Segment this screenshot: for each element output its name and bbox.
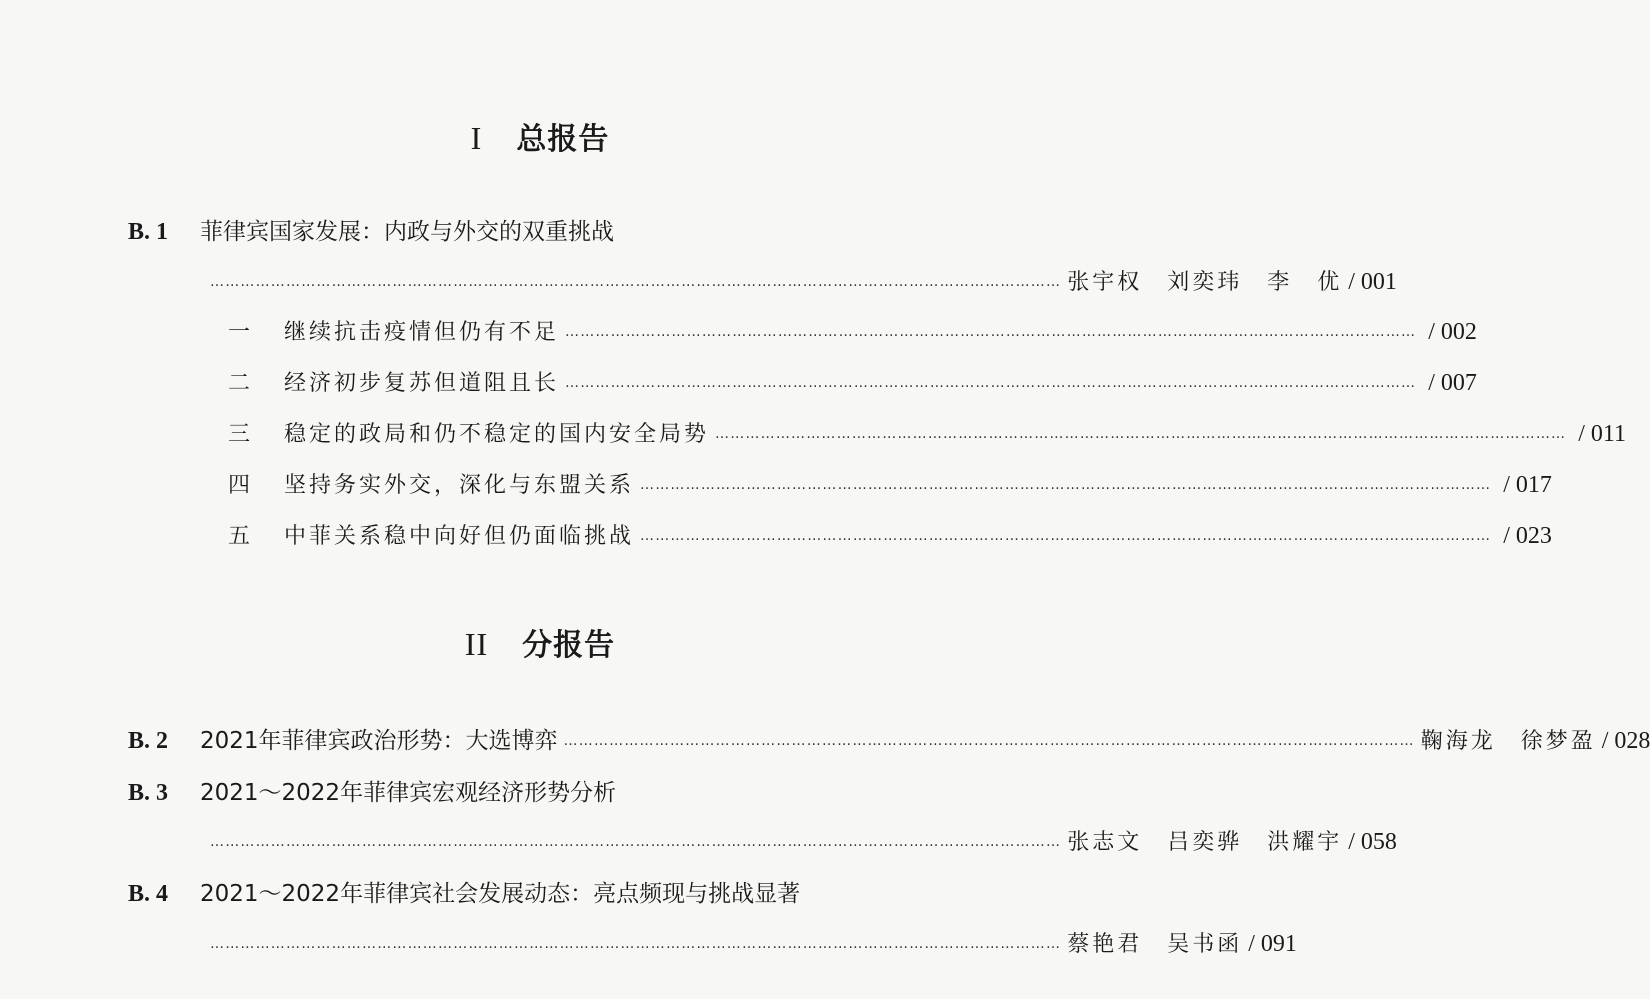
subsection-title: 中菲关系稳中向好但仍面临挑战: [284, 524, 635, 549]
subsection-number: 五: [228, 524, 251, 549]
section-title: 分报告: [522, 628, 616, 663]
entry-title: 2021～2022年菲律宾社会发展动态：亮点频现与挑战显著: [200, 881, 801, 907]
section-heading-2: [0, 620, 1080, 664]
subsection-number: 一: [228, 320, 251, 345]
entry-authors: 鞠海龙 徐梦盈: [1420, 729, 1596, 754]
subsection-page: / 007: [1428, 370, 1477, 396]
subsection-title: 坚持务实外交，深化与东盟关系: [284, 473, 635, 498]
subsection-page: / 017: [1503, 472, 1552, 498]
subsection-page: / 011: [1578, 421, 1626, 447]
entry-id: B. 2: [128, 728, 169, 754]
entry-title: 2021～2022年菲律宾宏观经济形势分析: [200, 780, 617, 806]
subsection-title: 继续抗击疫情但仍有不足: [284, 320, 560, 345]
dot-leader: ……………………………………………………………………………………………………………………………………………………: [640, 477, 1492, 493]
subsection-title: 经济初步复苏但道阻且长: [284, 371, 560, 396]
entry-page: / 028: [1601, 728, 1650, 754]
toc-subsection-1[interactable]: [228, 316, 1477, 351]
toc-subsection-3[interactable]: [228, 418, 1626, 453]
entry-authors: 张志文 吕奕骅 洪耀宇: [1067, 830, 1343, 855]
entry-authors: 蔡艳君 吴书函: [1067, 932, 1243, 957]
entry-id: B. 3: [128, 780, 169, 806]
subsection-page: / 023: [1503, 523, 1552, 549]
dot-leader: ……………………………………………………………………………………………………………………………………………………: [565, 324, 1417, 340]
toc-entry-b3-leader: [204, 826, 1397, 861]
toc-subsection-5[interactable]: [228, 520, 1552, 555]
entry-title: 2021年菲律宾政治形势：大选博弈: [200, 728, 558, 754]
section-heading-1: [0, 114, 1080, 158]
entry-page: / 001: [1348, 269, 1397, 295]
subsection-number: 三: [228, 422, 251, 447]
entry-page: / 058: [1348, 829, 1397, 855]
toc-entry-b4-leader: [204, 928, 1297, 963]
toc-subsection-2[interactable]: [228, 367, 1477, 402]
entry-id: B. 4: [128, 881, 169, 907]
dot-leader: ……………………………………………………………………………………………………………………………………………………: [563, 733, 1415, 749]
section-numeral: II: [464, 626, 489, 662]
toc-subsection-4[interactable]: [228, 469, 1552, 504]
toc-entry-b1-leader: [204, 266, 1397, 301]
subsection-title: 稳定的政局和仍不稳定的国内安全局势: [284, 422, 710, 447]
subsection-page: / 002: [1428, 319, 1477, 345]
subsection-number: 四: [228, 473, 251, 498]
section-numeral: I: [470, 120, 483, 156]
entry-title: 菲律宾国家发展：内政与外交的双重挑战: [200, 219, 614, 245]
section-title: 总报告: [516, 122, 610, 157]
dot-leader: ……………………………………………………………………………………………………………………………………………………: [640, 528, 1492, 544]
entry-page: / 091: [1248, 931, 1297, 957]
dot-leader: ……………………………………………………………………………………………………………………………………………………: [210, 834, 1062, 850]
toc-entry-b2-line[interactable]: [200, 725, 1650, 760]
dot-leader: ……………………………………………………………………………………………………………………………………………………: [210, 274, 1062, 290]
entry-id: B. 1: [128, 219, 169, 245]
subsection-number: 二: [228, 371, 251, 396]
dot-leader: ……………………………………………………………………………………………………………………………………………………: [715, 426, 1567, 442]
dot-leader: ……………………………………………………………………………………………………………………………………………………: [565, 375, 1417, 391]
entry-authors: 张宇权 刘奕玮 李 优: [1067, 270, 1343, 295]
dot-leader: ……………………………………………………………………………………………………………………………………………………: [210, 936, 1062, 952]
